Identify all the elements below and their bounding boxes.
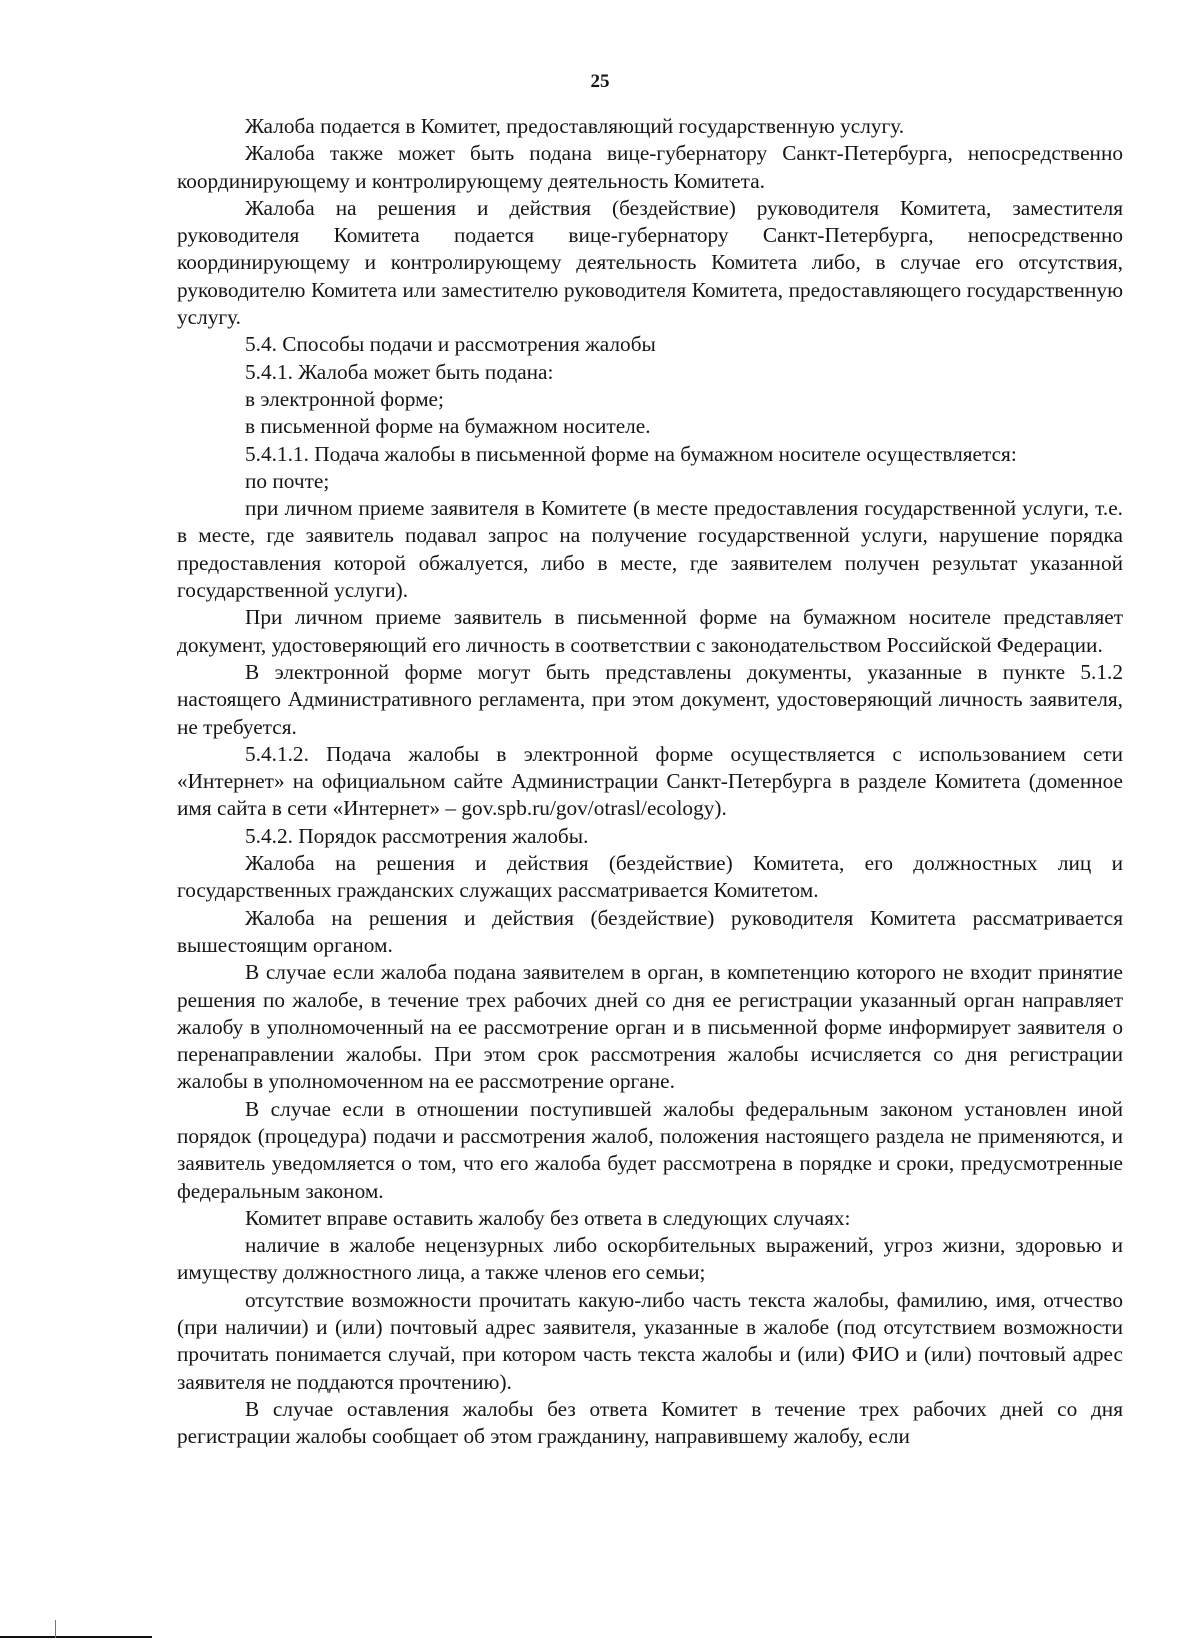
list-item: отсутствие возможности прочитать какую-либо часть текста жалобы, фамилию, имя, отчество (при наличии) и (или) почтовый адрес заявителя, указанные в жалобе (под отсутствием возможности прочитать понимается случай, при котором часть текста жалобы и (или) ФИО и (или) почтовый адрес заявителя не поддаются прочтению). xyxy=(177,1287,1123,1394)
paragraph: Жалоба на решения и действия (бездействие) руководителя Комитета, заместителя руководителя Комитета подается вице-губернатору Санкт-Петербурга, непосредственно координирующему и контролирующему деятельность Комитета либо, в случае его отсутствия, руководителю Комитета или заместителю руководителя Комитета, предоставляющего государственную услугу. xyxy=(177,195,1123,330)
paragraph: Жалоба подается в Комитет, предоставляющий государственную услугу. xyxy=(245,114,905,138)
list-item: по почте; xyxy=(245,468,330,493)
list-item: в письменной форме на бумажном носителе. xyxy=(245,414,651,439)
paragraph: В случае если в отношении поступившей жалобы федеральным законом установлен иной порядок (процедура) подачи и рассмотрения жалоб, положения настоящего раздела не применяются, и заявитель уведомляется о том, что его жалоба будет рассмотрена в порядке и сроки, предусмотренные федеральным законом. xyxy=(177,1096,1123,1203)
document-body xyxy=(177,113,1123,1451)
paragraph: Жалоба на решения и действия (бездействие) руководителя Комитета рассматривается вышестоящим органом. xyxy=(177,905,1123,957)
paragraph: Комитет вправе оставить жалобу без ответа в следующих случаях: xyxy=(245,1205,851,1230)
paragraph: Жалоба на решения и действия (бездействие) Комитета, его должностных лиц и государственных гражданских служащих рассматривается Комитетом. xyxy=(177,851,1123,903)
list-item: при личном приеме заявителя в Комитете (в месте предоставления государственной услуги, т.е. в месте, где заявитель подавал запрос на получение государственной услуги, нарушение порядка предоставления которой обжалуется, либо в месте, где заявителем получен результат указанной государственной услуги). xyxy=(177,496,1123,603)
footer-rule xyxy=(0,1636,152,1638)
footer-mark xyxy=(55,1620,56,1638)
page-number: 25 xyxy=(590,71,610,92)
paragraph: 5.4.1.2. Подача жалобы в электронной форме осуществляется с использованием сети «Интернет» на официальном сайте Администрации Санкт-Петербурга в разделе Комитета (доменное имя сайта в сети «Интернет» – gov.spb.ru/gov/otrasl/ecology). xyxy=(177,741,1123,821)
paragraph: 5.4.1. Жалоба может быть подана: xyxy=(245,359,554,384)
paragraph: В случае если жалоба подана заявителем в орган, в компетенцию которого не входит принятие решения по жалобе, в течение трех рабочих дней со дня ее регистрации указанный орган направляет жалобу в уполномоченный на ее рассмотрение орган и в письменной форме информирует заявителя о перенаправлении жалобы. При этом срок рассмотрения жалобы исчисляется со дня регистрации жалобы в уполномоченном на ее рассмотрение органе. xyxy=(177,960,1123,1094)
paragraph: Жалоба также может быть подана вице-губернатору Санкт-Петербурга, непосредственно координирующему и контролирующему деятельность Комитета. xyxy=(177,141,1123,193)
paragraph: В случае оставления жалобы без ответа Комитет в течение трех рабочих дней со дня регистрации жалобы сообщает об этом гражданину, направившему жалобу, если xyxy=(177,1396,1123,1449)
section-heading: 5.4. Способы подачи и рассмотрения жалобы xyxy=(245,332,656,357)
list-item: наличие в жалобе нецензурных либо оскорбительных выражений, угроз жизни, здоровью и имуществу должностного лица, а также членов его семьи; xyxy=(177,1233,1123,1285)
section-heading: 5.4.2. Порядок рассмотрения жалобы. xyxy=(245,823,589,848)
paragraph: При личном приеме заявитель в письменной форме на бумажном носителе представляет документ, удостоверяющий его личность в соответствии с законодательством Российской Федерации. xyxy=(177,605,1123,657)
paragraph: В электронной форме могут быть представлены документы, указанные в пункте 5.1.2 настоящего Административного регламента, при этом документ, удостоверяющий личность заявителя, не требуется. xyxy=(177,659,1123,739)
paragraph: 5.4.1.1. Подача жалобы в письменной форме на бумажном носителе осуществляется: xyxy=(245,441,1017,466)
list-item: в электронной форме; xyxy=(245,386,444,411)
